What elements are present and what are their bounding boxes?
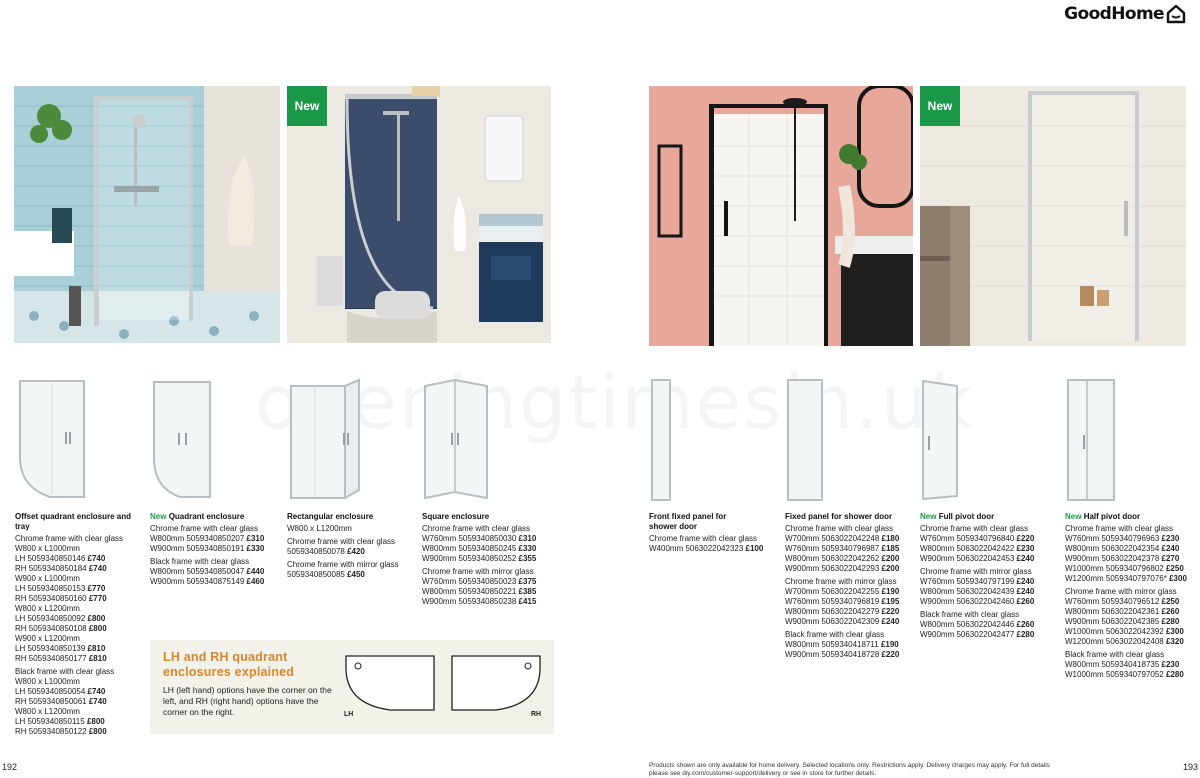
- variant-group: [287, 537, 417, 557]
- price: £200: [881, 564, 900, 573]
- half-pivot-door-image: [1065, 377, 1117, 503]
- variant-line: [287, 524, 417, 534]
- variant-line: [785, 640, 915, 650]
- product-half-pivot-door: [1065, 512, 1195, 683]
- variant-line: [15, 677, 145, 687]
- price: £800: [87, 614, 106, 623]
- variant-line: [1065, 607, 1195, 617]
- variant-text: Chrome frame with clear glass: [920, 524, 1029, 533]
- variant-line: [15, 717, 145, 727]
- variant-text: W900mm 5063022042293: [785, 564, 880, 573]
- variant-text: Chrome frame with clear glass: [15, 534, 124, 543]
- variant-line: [785, 617, 915, 627]
- product-variants: [287, 524, 417, 580]
- variant-group: [1065, 650, 1195, 680]
- variant-text: Chrome frame with mirror glass: [785, 577, 897, 586]
- variant-line: [920, 567, 1050, 577]
- variant-text: RH 5059340850061: [15, 697, 87, 706]
- price: £180: [881, 534, 900, 543]
- variant-line: [920, 577, 1050, 587]
- full-pivot-door-image: [920, 378, 960, 502]
- price: £200: [881, 554, 900, 563]
- variant-group: [287, 560, 417, 580]
- variant-line: [920, 610, 1050, 620]
- variant-text: W800mm 5059340850047: [150, 567, 245, 576]
- price: £230: [1016, 544, 1035, 553]
- product-offset-quadrant: [15, 512, 145, 740]
- product-title: New Full pivot door: [920, 512, 995, 521]
- variant-text: Chrome frame with mirror glass: [287, 560, 399, 569]
- price: £330: [246, 544, 265, 553]
- variant-text: W900mm 5063022042460: [920, 597, 1015, 606]
- variant-line: [15, 554, 145, 564]
- price: £330: [518, 544, 537, 553]
- lh-quadrant-diagram: [344, 654, 436, 712]
- variant-line: [785, 534, 915, 544]
- variant-text: W800mm 5063022042361: [1065, 607, 1160, 616]
- variant-line: [1065, 627, 1195, 637]
- variant-line: [15, 604, 145, 614]
- variant-line: [15, 697, 145, 707]
- variant-text: W800mm 5059340850245: [422, 544, 517, 553]
- price: £740: [88, 697, 107, 706]
- variant-text: W1000mm 5059340796802: [1065, 564, 1164, 573]
- variant-line: [15, 574, 145, 584]
- variant-text: Black frame with clear glass: [785, 630, 885, 639]
- variant-group: [1065, 524, 1195, 584]
- variant-line: [15, 544, 145, 554]
- variant-line: [785, 587, 915, 597]
- price: £440: [246, 567, 265, 576]
- variant-line: [1065, 637, 1195, 647]
- variant-line: [287, 570, 417, 580]
- product-title: Fixed panel for shower door: [785, 512, 893, 521]
- variant-text: W760mm 5059340850030: [422, 534, 517, 543]
- price: £770: [88, 594, 107, 603]
- variant-line: [920, 630, 1050, 640]
- square-enclosure-image: [421, 378, 491, 502]
- variant-text: W760mm 5059340796987: [785, 544, 880, 553]
- variant-text: W800 x L1000mm: [15, 677, 80, 686]
- variant-line: [150, 524, 280, 534]
- variant-text: W900 x L1200mm: [15, 634, 80, 643]
- variant-line: [1065, 574, 1195, 584]
- price: £185: [881, 544, 900, 553]
- price: £800: [88, 624, 107, 633]
- variant-text: RH 5059340850184: [15, 564, 87, 573]
- variant-text: W800mm 5063022042422: [920, 544, 1015, 553]
- variant-text: W800 x L1200mm: [287, 524, 352, 533]
- variant-line: [150, 577, 280, 587]
- variant-text: W760mm 5059340850023: [422, 577, 517, 586]
- variant-line: [287, 537, 417, 547]
- variant-line: [422, 597, 552, 607]
- product-variants: [15, 534, 145, 737]
- variant-group: [785, 524, 915, 574]
- variant-text: W1200mm 5059340797076*: [1065, 574, 1167, 583]
- price: £260: [1016, 597, 1035, 606]
- variant-text: W800mm 5063022042279: [785, 607, 880, 616]
- variant-line: [422, 544, 552, 554]
- lh-label: LH: [344, 711, 354, 718]
- price: £740: [87, 554, 106, 563]
- variant-text: W900mm 5063022042309: [785, 617, 880, 626]
- price: £240: [881, 617, 900, 626]
- offset-quadrant-image: [16, 377, 88, 501]
- quadrant-enclosure-image: [150, 378, 214, 501]
- variant-group: [920, 567, 1050, 607]
- product-title: New Half pivot door: [1065, 512, 1141, 521]
- price: £220: [881, 607, 900, 616]
- variant-text: Black frame with clear glass: [150, 557, 250, 566]
- price: £190: [880, 640, 899, 649]
- variant-text: W900mm 5059340850191: [150, 544, 245, 553]
- variant-text: Chrome frame with clear glass: [150, 524, 259, 533]
- variant-line: [1065, 564, 1195, 574]
- price: £460: [246, 577, 265, 586]
- variant-group: [287, 524, 417, 534]
- price: £260: [1161, 607, 1180, 616]
- price: £740: [88, 564, 107, 573]
- variant-text: W1000mm 5059340797052: [1065, 670, 1164, 679]
- variant-text: Chrome frame with mirror glass: [920, 567, 1032, 576]
- product-variants: [649, 534, 764, 554]
- variant-text: LH 5059340850146: [15, 554, 86, 563]
- variant-group: [422, 567, 552, 607]
- variant-line: [422, 554, 552, 564]
- variant-group: [150, 557, 280, 587]
- variant-text: LH 5059340850115: [15, 717, 85, 726]
- variant-text: W900mm 5059340850252: [422, 554, 517, 563]
- variant-text: Black frame with clear glass: [920, 610, 1020, 619]
- price: £250: [1161, 597, 1180, 606]
- variant-text: Chrome frame with mirror glass: [1065, 587, 1177, 596]
- variant-group: [920, 524, 1050, 564]
- price: £800: [88, 727, 107, 736]
- variant-line: [920, 524, 1050, 534]
- variant-line: [1065, 587, 1195, 597]
- variant-text: W760mm 5059340796840: [920, 534, 1015, 543]
- variant-group: [920, 610, 1050, 640]
- footer-disclaimer: Products shown are only available for home delivery. Selected locations only. Restrictions apply. Delivery charges may apply. For full details please see diy.com/customer-support/delivery or see in store for further details.: [649, 762, 1050, 777]
- variant-line: [15, 534, 145, 544]
- variant-line: [15, 667, 145, 677]
- price: £385: [518, 587, 537, 596]
- variant-group: [15, 534, 145, 664]
- variant-line: [15, 687, 145, 697]
- price: £300: [1169, 574, 1187, 583]
- price: £280: [1165, 670, 1184, 679]
- price: £300: [1165, 627, 1184, 636]
- lh-rh-info-box: [150, 640, 554, 734]
- variant-text: Black frame with clear glass: [1065, 650, 1165, 659]
- product-variants: [920, 524, 1050, 640]
- variant-line: [1065, 650, 1195, 660]
- variant-line: [1065, 670, 1195, 680]
- variant-group: [785, 577, 915, 627]
- product-title: Square enclosure: [422, 512, 490, 521]
- variant-line: [15, 707, 145, 717]
- variant-text: W800mm 5059340418711: [785, 640, 879, 649]
- variant-line: [15, 634, 145, 644]
- page-number-left: 192: [2, 762, 18, 772]
- photo-cream-bathroom: [920, 86, 1186, 346]
- product-variants: [150, 524, 280, 587]
- price: £230: [1161, 534, 1180, 543]
- variant-text: LH 5059340850153: [15, 584, 86, 593]
- variant-line: [1065, 524, 1195, 534]
- variant-line: [150, 567, 280, 577]
- variant-text: W700mm 5063022042255: [785, 587, 880, 596]
- variant-text: RH 5059340850122: [15, 727, 87, 736]
- variant-line: [15, 614, 145, 624]
- variant-line: [150, 534, 280, 544]
- variant-text: W900 x L1000mm: [15, 574, 80, 583]
- brand-logo: [1064, 4, 1186, 24]
- product-front-fixed-panel: [649, 512, 764, 557]
- variant-text: RH 5059340850108: [15, 624, 87, 633]
- variant-text: LH 5059340850092: [15, 614, 86, 623]
- new-badge: New: [920, 86, 960, 126]
- price: £195: [881, 597, 900, 606]
- product-variants: [1065, 524, 1195, 680]
- price: £310: [246, 534, 265, 543]
- product-fixed-panel: [785, 512, 915, 663]
- variant-line: [920, 554, 1050, 564]
- variant-text: W760mm 5059340796512: [1065, 597, 1160, 606]
- variant-text: W800mm 5063022042354: [1065, 544, 1160, 553]
- brand-name: GoodHome: [1064, 4, 1164, 24]
- price: £220: [1016, 534, 1035, 543]
- variant-line: [1065, 597, 1195, 607]
- photo-navy-bathroom: [287, 86, 551, 343]
- variant-group: [150, 524, 280, 554]
- variant-text: Black frame with clear glass: [15, 667, 115, 676]
- variant-text: 5059340850085: [287, 570, 345, 579]
- variant-line: [785, 607, 915, 617]
- variant-text: Chrome frame with clear glass: [649, 534, 758, 543]
- variant-text: W1000mm 5063022042392: [1065, 627, 1164, 636]
- variant-line: [649, 534, 758, 544]
- variant-text: W900mm 5059340850238: [422, 597, 517, 606]
- variant-line: [785, 630, 915, 640]
- product-title: Offset quadrant enclosure and tray: [15, 512, 132, 531]
- variant-text: Chrome frame with clear glass: [422, 524, 531, 533]
- product-title: Front fixed panel for shower door: [649, 512, 727, 531]
- price: £240: [1016, 577, 1035, 586]
- variant-text: W800 x L1000mm: [15, 544, 80, 553]
- product-variants: [785, 524, 915, 660]
- price: £420: [347, 547, 365, 556]
- variant-text: W400mm 5063022042323: [649, 544, 744, 553]
- price: £450: [347, 570, 365, 579]
- variant-text: RH 5059340850160: [15, 594, 87, 603]
- product-full-pivot-door: [920, 512, 1050, 643]
- variant-text: Chrome frame with clear glass: [1065, 524, 1174, 533]
- product-title: New Quadrant enclosure: [150, 512, 245, 521]
- variant-line: [920, 534, 1050, 544]
- variant-line: [422, 567, 552, 577]
- variant-line: [1065, 554, 1195, 564]
- variant-line: [15, 584, 145, 594]
- variant-line: [422, 524, 552, 534]
- variant-line: [1065, 660, 1195, 670]
- rh-label: RH: [531, 711, 542, 718]
- rectangular-enclosure-image: [287, 378, 363, 502]
- price: £240: [1016, 554, 1035, 563]
- variant-line: [785, 524, 915, 534]
- variant-text: W800mm 5063022042439: [920, 587, 1015, 596]
- price: £770: [87, 584, 106, 593]
- price: £355: [518, 554, 537, 563]
- variant-line: [15, 594, 145, 604]
- variant-text: W900mm 5059340875149: [150, 577, 245, 586]
- variant-group: [1065, 587, 1195, 647]
- variant-line: [287, 547, 417, 557]
- variant-line: [287, 560, 417, 570]
- variant-line: [15, 644, 145, 654]
- variant-text: Chrome frame with clear glass: [287, 537, 396, 546]
- variant-line: [785, 544, 915, 554]
- price: £220: [881, 650, 900, 659]
- product-square-enclosure: [422, 512, 552, 610]
- variant-line: [920, 597, 1050, 607]
- variant-group: [785, 630, 915, 660]
- price: £250: [1165, 564, 1184, 573]
- variant-line: [150, 544, 280, 554]
- new-badge: New: [287, 86, 327, 126]
- variant-text: LH 5059340850139: [15, 644, 86, 653]
- price: £230: [1161, 660, 1180, 669]
- price: £810: [88, 654, 107, 663]
- variant-text: Chrome frame with clear glass: [785, 524, 894, 533]
- variant-text: W800 x L1200mm: [15, 604, 80, 613]
- variant-text: W800mm 5059340418735: [1065, 660, 1160, 669]
- price: £415: [518, 597, 537, 606]
- variant-text: W900mm 5059340418728: [785, 650, 880, 659]
- photo-pink-bathroom: [649, 86, 913, 346]
- price: £310: [518, 534, 537, 543]
- price: £740: [87, 687, 106, 696]
- front-fixed-panel-image: [649, 377, 673, 503]
- fixed-panel-image: [785, 377, 825, 503]
- house-icon: [1166, 4, 1186, 24]
- price: £280: [1161, 617, 1180, 626]
- variant-line: [1065, 617, 1195, 627]
- variant-line: [920, 620, 1050, 630]
- variant-line: [785, 650, 915, 660]
- variant-line: [1065, 544, 1195, 554]
- variant-text: RH 5059340850177: [15, 654, 87, 663]
- price: £260: [1016, 620, 1035, 629]
- info-title: LH and RH quadrant enclosures explained: [163, 650, 295, 679]
- variant-line: [15, 654, 145, 664]
- variant-text: W760mm 5059340796963: [1065, 534, 1160, 543]
- variant-line: [785, 564, 915, 574]
- info-body: LH (left hand) options have the corner on the left, and RH (right hand) options have the corner on the right.: [163, 685, 332, 717]
- variant-line: [150, 557, 280, 567]
- variant-line: [920, 544, 1050, 554]
- variant-text: W800 x L1200mm: [15, 707, 80, 716]
- variant-group: [649, 534, 764, 554]
- variant-text: W760mm 5059340796819: [785, 597, 880, 606]
- variant-line: [785, 577, 915, 587]
- variant-text: W900mm 5063022042477: [920, 630, 1015, 639]
- product-title: Rectangular enclosure: [287, 512, 374, 521]
- variant-line: [785, 597, 915, 607]
- variant-group: [422, 524, 552, 564]
- price: £280: [1016, 630, 1035, 639]
- product-quadrant-enclosure: [150, 512, 280, 590]
- photo-quadrant-bathroom: [14, 86, 280, 343]
- variant-text: Chrome frame with mirror glass: [422, 567, 534, 576]
- variant-text: W1200mm 5063022042408: [1065, 637, 1164, 646]
- product-rectangular-enclosure: [287, 512, 417, 583]
- price: £270: [1161, 554, 1180, 563]
- variant-line: [422, 587, 552, 597]
- variant-text: W900mm 5063022042453: [920, 554, 1015, 563]
- variant-line: [649, 544, 764, 554]
- variant-text: W800mm 5059340850207: [150, 534, 245, 543]
- variant-text: W700mm 5063022042248: [785, 534, 880, 543]
- price: £800: [86, 717, 105, 726]
- variant-text: 5059340850078: [287, 547, 345, 556]
- price: £240: [1161, 544, 1180, 553]
- variant-line: [15, 727, 145, 737]
- variant-text: W900mm 5063022042378: [1065, 554, 1160, 563]
- variant-line: [920, 587, 1050, 597]
- variant-line: [422, 534, 552, 544]
- variant-text: LH 5059340850054: [15, 687, 86, 696]
- price: £320: [1165, 637, 1184, 646]
- product-variants: [422, 524, 552, 607]
- price: £240: [1016, 587, 1035, 596]
- variant-text: W800mm 5063022042262: [785, 554, 880, 563]
- variant-line: [422, 577, 552, 587]
- variant-text: W800mm 5059340850221: [422, 587, 517, 596]
- price: £190: [881, 587, 900, 596]
- variant-text: W760mm 5059340797199: [920, 577, 1015, 586]
- variant-group: [15, 667, 145, 737]
- price: £375: [518, 577, 537, 586]
- page-number-right: 193: [1182, 762, 1198, 772]
- variant-text: W900mm 5063022042385: [1065, 617, 1160, 626]
- price: £100: [745, 544, 764, 553]
- variant-line: [1065, 534, 1195, 544]
- variant-line: [15, 624, 145, 634]
- variant-line: [785, 554, 915, 564]
- variant-line: [15, 564, 145, 574]
- rh-quadrant-diagram: [450, 654, 542, 712]
- variant-text: W800mm 5063022042446: [920, 620, 1015, 629]
- price: £810: [87, 644, 106, 653]
